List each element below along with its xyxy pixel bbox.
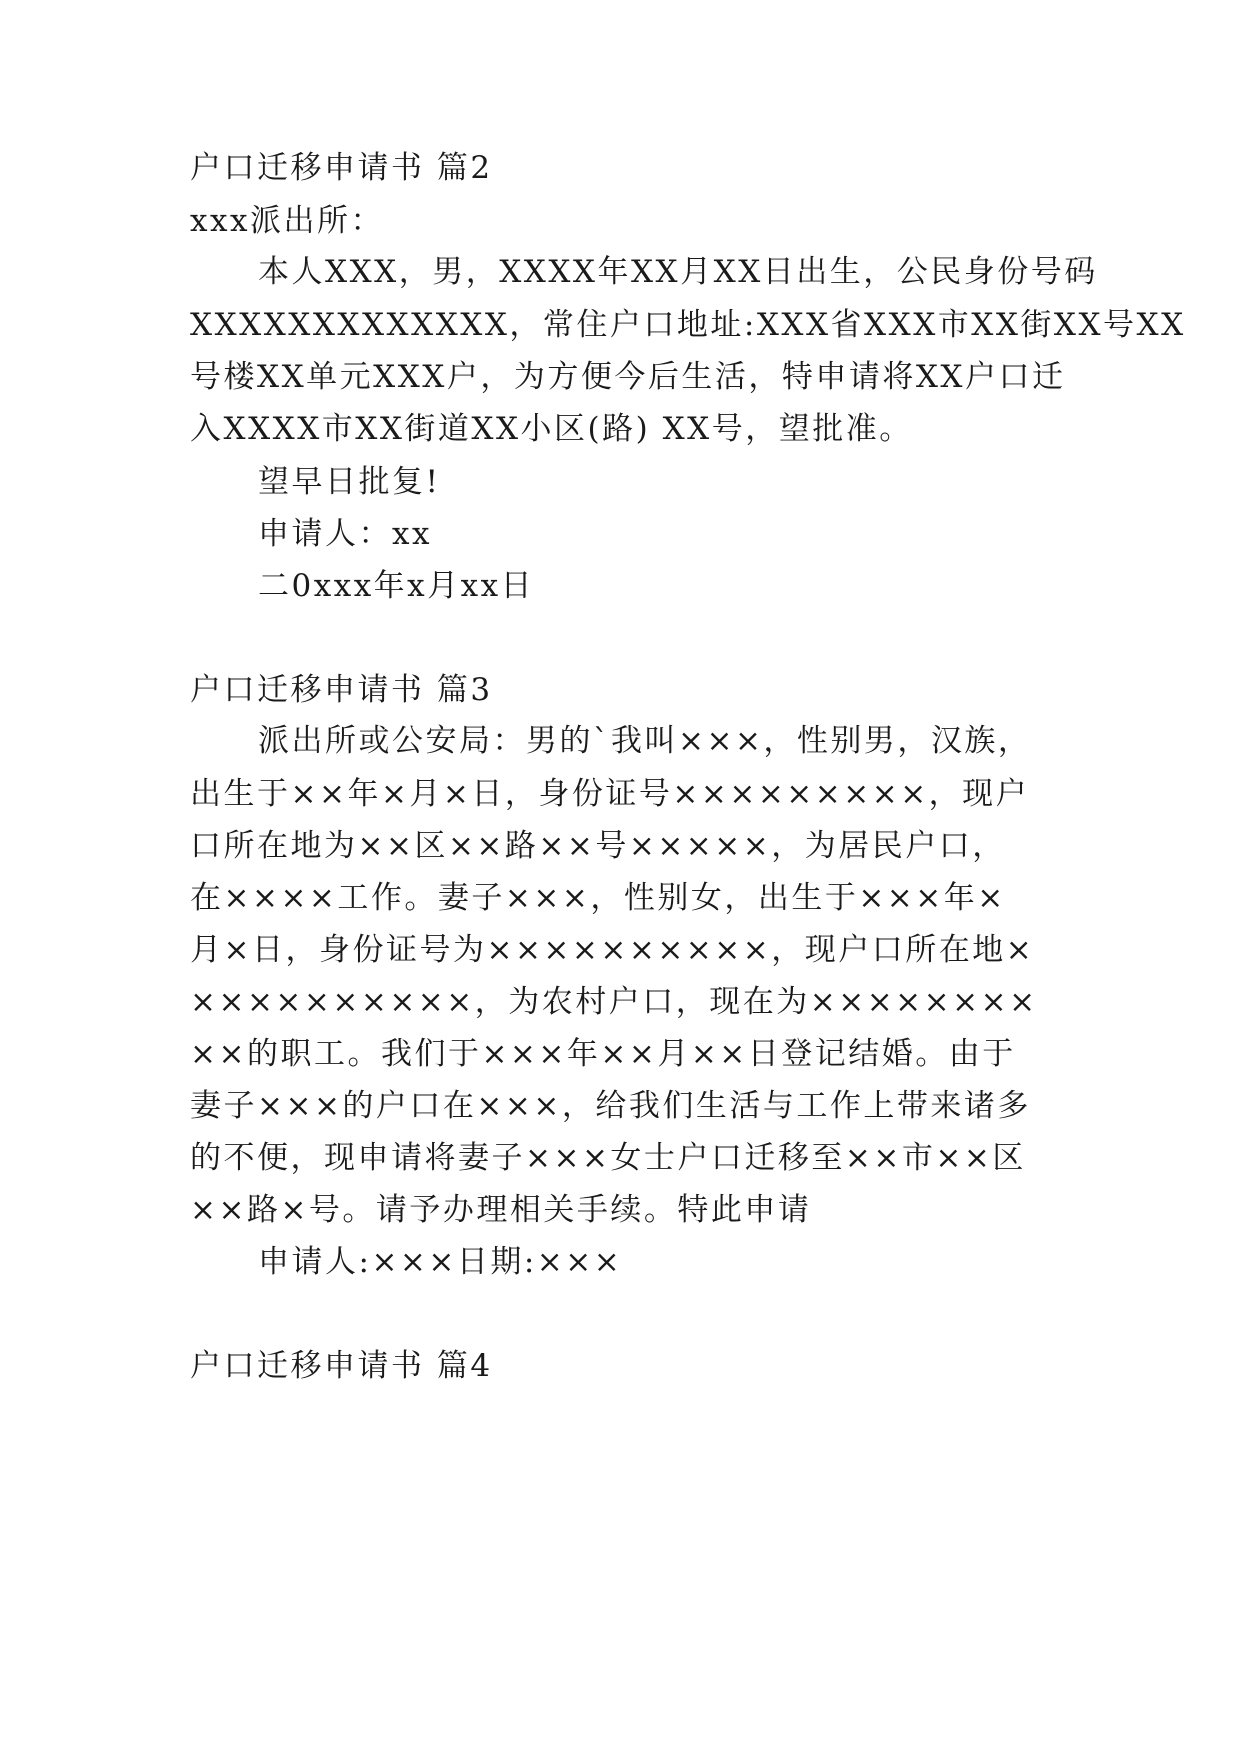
date-line: 二0xxx年x月xx日	[258, 568, 535, 604]
body-line: 妻子×××的户口在×××，给我们生活与工作上带来诸多	[190, 1088, 1031, 1124]
applicant-date-line: 申请人:×××日期:×××	[258, 1244, 623, 1280]
applicant-line: 申请人：xx	[258, 516, 432, 552]
body-line: 在××××工作。妻子×××，性别女，出生于×××年×	[190, 880, 1006, 916]
body-line: 派出所或公安局：男的`我叫×××，性别男，汉族，	[258, 723, 1032, 759]
salutation: xxx派出所：	[190, 203, 384, 239]
body-line: 出生于××年×月×日，身份证号×××××××××，现户	[190, 776, 1030, 812]
body-line: 的不便，现申请将妻子×××女士户口迁移至××市××区	[190, 1140, 1026, 1176]
body-line: 口所在地为××区××路××号×××××，为居民户口，	[190, 828, 1006, 864]
body-line: ××的职工。我们于×××年××月××日登记结婚。由于	[190, 1036, 1016, 1072]
body-line: ××路×号。请予办理相关手续。特此申请	[190, 1192, 812, 1228]
section-heading-2: 户口迁移申请书 篇2	[190, 150, 493, 186]
body-line: 入XXXX市XX街道XX小区(路) XX号，望批准。	[190, 411, 913, 447]
body-line: XXXXXXXXXXXXX，常住户口地址:XXX省XXX市XX街XX号XX	[190, 307, 1186, 343]
closing-line: 望早日批复!	[258, 464, 441, 500]
body-line: ××××××××××，为农村户口，现在为××××××××	[190, 984, 1038, 1020]
body-line: 月×日，身份证号为××××××××××，现户口所在地×	[190, 932, 1035, 968]
section-heading-4: 户口迁移申请书 篇4	[190, 1348, 493, 1384]
body-line: 号楼XX单元XXX户，为方便今后生活，特申请将XX户口迁	[190, 359, 1066, 395]
document-page	[190, 0, 1186, 1754]
section-heading-3: 户口迁移申请书 篇3	[190, 672, 493, 708]
body-line: 本人XXX，男，XXXX年XX月XX日出生，公民身份号码	[258, 254, 1098, 290]
